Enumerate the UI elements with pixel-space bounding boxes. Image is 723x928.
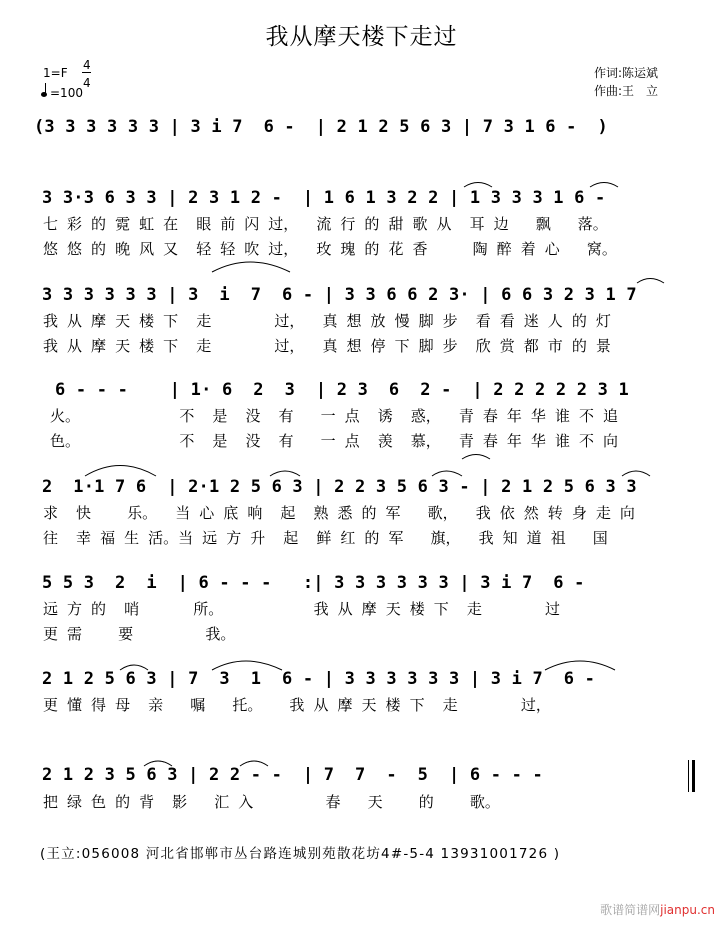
system-4-notes: 6 - - - | 1· 6 2 3 | 2 3 6 2 - | 2 2 2 2 2 3 1 xyxy=(55,380,629,400)
lyricist-credit: 作词:陈运斌 xyxy=(594,66,659,80)
watermark-site-name: 歌谱简谱网 xyxy=(600,903,661,917)
system-2-notes: 3 3·3 6 3 3 | 2 3 1 2 - | 1 6 1 3 2 2 | 1 3 3 3 1 6 - xyxy=(42,188,606,208)
slur-arc xyxy=(637,279,664,284)
system-3-lyrics-verse-2: 我 从 摩 天 楼 下 走 过， 真 想 停 下 脚 步 欣 赏 都 市 的 景 xyxy=(43,337,611,355)
system-8-notes: 2 1 2 3 5 6 3 | 2 2 - - | 7 7 - 5 | 6 - - - xyxy=(42,765,543,785)
system-4-lyrics-verse-2: 色。 不 是 没 有 一 点 羡 慕， 青 春 年 华 谁 不 向 xyxy=(50,432,619,450)
slur-arc xyxy=(622,471,650,476)
watermark xyxy=(600,901,715,918)
watermark-domain: jianpu.cn xyxy=(660,903,715,917)
system-8-lyrics-verse-1: 把 绿 色 的 背 影 汇 入 春 天 的 歌。 xyxy=(43,793,500,811)
tempo-mark: =100 xyxy=(50,86,83,100)
system-2-lyrics-verse-2: 悠 悠 的 晚 风 又 轻 轻 吹 过， 玫 瑰 的 花 香 陶 醉 着 心 窝。 xyxy=(43,240,617,258)
system-6-lyrics-verse-1: 远 方 的 哨 所。 我 从 摩 天 楼 下 走 过 xyxy=(43,600,561,618)
system-3-notes: 3 3 3 3 3 3 | 3 i 7 6 - | 3 3 6 6 2 3· | 6 6 3 2 3 1 7 xyxy=(42,285,637,305)
system-1-notes: (3 3 3 3 3 3 | 3 i 7 6 - | 2 1 2 5 6 3 | 7 3 1 6 - ) xyxy=(34,117,608,137)
slur-arc xyxy=(432,471,462,476)
key-signature: 1=F xyxy=(43,66,68,80)
final-barline-thick xyxy=(692,760,695,792)
system-5-notes: 2 1·1 7 6 | 2·1 2 5 6 3 | 2 2 3 5 6 3 - | 2 1 2 5 6 3 3 xyxy=(42,477,637,497)
slur-arc xyxy=(464,183,492,188)
system-7-notes: 2 1 2 5 6 3 | 7 3 1 6 - | 3 3 3 3 3 3 | 3 i 7 6 - xyxy=(42,669,596,689)
quarter-note-icon xyxy=(41,92,47,97)
time-signature-top: 4 xyxy=(83,58,91,72)
system-6-lyrics-verse-2: 更 需 要 我。 xyxy=(43,625,236,643)
system-2-lyrics-verse-1: 七 彩 的 霓 虹 在 眼 前 闪 过， 流 行 的 甜 歌 从 耳 边 飘 落。 xyxy=(43,215,608,233)
slur-arc xyxy=(212,262,290,272)
slur-arc xyxy=(590,183,618,188)
composer-credit: 作曲:王 立 xyxy=(594,84,659,98)
system-5-lyrics-verse-2: 往 幸 福 生 活。当 远 方 升 起 鲜 红 的 军 旗， 我 知 道 祖 国 xyxy=(43,529,608,547)
system-4-lyrics-verse-1: 火。 不 是 没 有 一 点 诱 惑， 青 春 年 华 谁 不 追 xyxy=(50,407,619,425)
system-3-lyrics-verse-1: 我 从 摩 天 楼 下 走 过， 真 想 放 慢 脚 步 看 看 迷 人 的 灯 xyxy=(43,312,611,330)
slur-arc xyxy=(462,455,490,460)
slur-arc xyxy=(270,471,300,476)
system-5-lyrics-verse-1: 求 快 乐。 当 心 底 响 起 熟 悉 的 军 歌， 我 依 然 转 身 走 向 xyxy=(43,504,635,522)
slur-arc xyxy=(85,466,156,477)
system-6-notes: 5 5 3 2 i | 6 - - - :| 3 3 3 3 3 3 | 3 i 7 6 - xyxy=(42,573,585,593)
time-signature-bottom: 4 xyxy=(83,76,91,90)
time-signature-divider xyxy=(82,72,91,73)
system-7-lyrics-verse-1: 更 懂 得 母 亲 嘱 托。 我 从 摩 天 楼 下 走 过， xyxy=(43,696,551,714)
final-barline-thin xyxy=(688,760,689,792)
song-title: 我从摩天楼下走过 xyxy=(265,24,458,50)
footer-contact: (王立:056008 河北省邯郸市丛台路连城别苑散花坊4#-5-4 13931001726 ) xyxy=(40,846,561,862)
